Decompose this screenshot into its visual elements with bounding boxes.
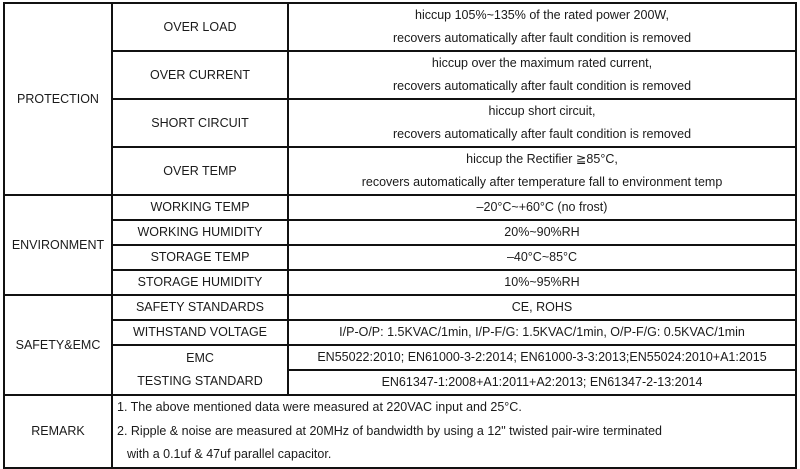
table-row (4, 220, 796, 245)
item-line: TESTING STANDARD (137, 374, 263, 388)
remark-text (112, 395, 796, 468)
value-line: recovers automatically after temperature fall to environment temp (361, 175, 723, 189)
table-row (4, 3, 796, 51)
table-row (4, 270, 796, 295)
item-over-load: OVER LOAD (112, 3, 288, 51)
value-working-temp: –20°C~+60°C (no frost) (288, 195, 796, 220)
value-line: hiccup 105%~135% of the rated power 200W, (415, 8, 669, 22)
value-storage-humidity: 10%~95%RH (288, 270, 796, 295)
section-label-protection: PROTECTION (4, 3, 112, 195)
value-over-current (288, 51, 796, 99)
value-line: recovers automatically after fault condition is removed (392, 127, 692, 141)
value-emc-line-2: EN61347-1:2008+A1:2011+A2:2013; EN61347-2-13:2014 (288, 370, 796, 395)
section-label-environment: ENVIRONMENT (4, 195, 112, 295)
item-storage-humidity: STORAGE HUMIDITY (112, 270, 288, 295)
value-line: hiccup short circuit, (488, 104, 596, 118)
table-row (4, 99, 796, 147)
value-storage-temp: –40°C~85°C (288, 245, 796, 270)
table-row (4, 295, 796, 320)
value-emc-line-1: EN55022:2010; EN61000-3-2:2014; EN61000-3-3:2013;EN55024:2010+A1:2015 (288, 345, 796, 370)
item-emc-testing-standard (112, 345, 288, 395)
value-working-humidity: 20%~90%RH (288, 220, 796, 245)
item-over-temp: OVER TEMP (112, 147, 288, 195)
section-label-remark: REMARK (4, 395, 112, 468)
table-row (4, 51, 796, 99)
item-short-circuit: SHORT CIRCUIT (112, 99, 288, 147)
item-working-humidity: WORKING HUMIDITY (112, 220, 288, 245)
remark-line: 2. Ripple & noise are measured at 20MHz of bandwidth by using a 12" twisted pair-wire terminated (117, 423, 662, 438)
remark-line: with a 0.1uf & 47uf parallel capacitor. (127, 447, 332, 461)
value-short-circuit (288, 99, 796, 147)
section-label-safety-emc: SAFETY&EMC (4, 295, 112, 395)
value-over-temp (288, 147, 796, 195)
item-withstand-voltage: WITHSTAND VOLTAGE (112, 320, 288, 345)
item-working-temp: WORKING TEMP (112, 195, 288, 220)
value-line: hiccup over the maximum rated current, (431, 56, 653, 70)
table-row (4, 147, 796, 195)
item-line: EMC (186, 351, 214, 365)
table-row (4, 345, 796, 370)
spec-table (3, 2, 797, 469)
value-line: hiccup the Rectifier ≧85°C, (466, 152, 618, 166)
value-over-load (288, 3, 796, 51)
item-safety-standards: SAFETY STANDARDS (112, 295, 288, 320)
item-storage-temp: STORAGE TEMP (112, 245, 288, 270)
value-line: recovers automatically after fault condition is removed (392, 79, 692, 93)
remark-line: 1. The above mentioned data were measured at 220VAC input and 25°C. (117, 400, 522, 414)
table-row (4, 395, 796, 468)
value-withstand-voltage: I/P-O/P: 1.5KVAC/1min, I/P-F/G: 1.5KVAC/1min, O/P-F/G: 0.5KVAC/1min (288, 320, 796, 345)
table-row (4, 195, 796, 220)
item-over-current: OVER CURRENT (112, 51, 288, 99)
value-line: recovers automatically after fault condition is removed (392, 31, 692, 45)
table-row (4, 245, 796, 270)
table-row (4, 320, 796, 345)
value-safety-standards: CE, ROHS (288, 295, 796, 320)
